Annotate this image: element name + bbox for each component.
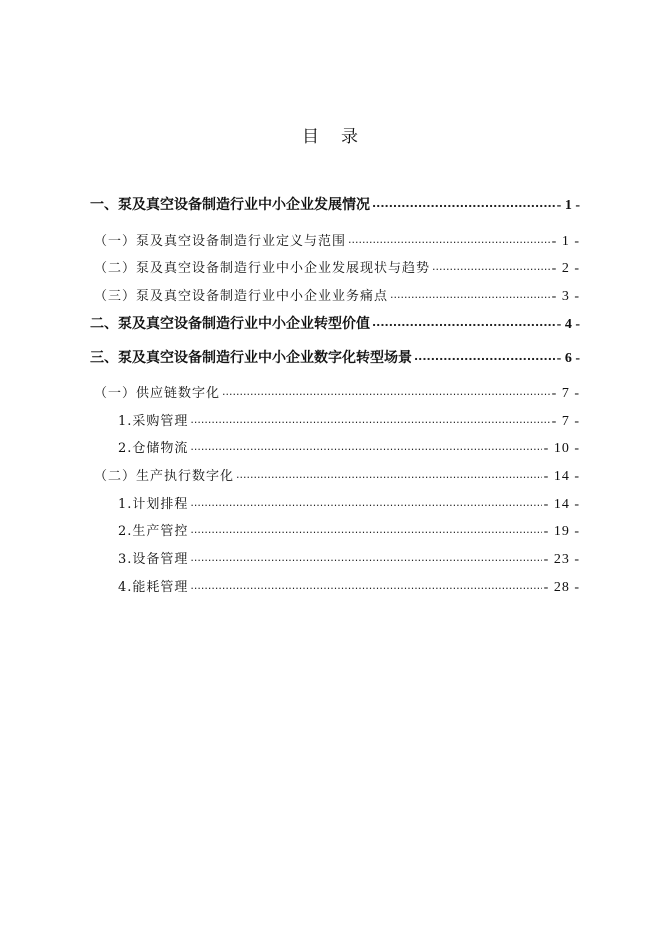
- toc-dot-leader: [372, 314, 555, 328]
- toc-dot-leader: [190, 578, 541, 591]
- toc-entry-page: - 14 -: [543, 469, 580, 484]
- toc-entry-label: 2.生产管控: [118, 524, 189, 539]
- toc-entry-section-3-2-1[interactable]: [118, 493, 580, 513]
- toc-dot-leader: [432, 259, 550, 272]
- toc-entry-section-3-2[interactable]: [94, 465, 580, 485]
- toc-entry-label: （一）供应链数字化: [94, 386, 221, 401]
- toc-dot-leader: [372, 195, 555, 209]
- toc-entry-section-3-1-2[interactable]: [118, 437, 580, 457]
- toc-entry-label: 2.仓储物流: [118, 441, 189, 456]
- toc-dot-leader: [190, 412, 549, 425]
- toc-entry-section-1-2[interactable]: [94, 257, 580, 277]
- toc-entry-page: - 19 -: [543, 524, 580, 539]
- toc-entry-section-3-1[interactable]: [94, 382, 580, 402]
- toc-entry-label: 4.能耗管理: [118, 580, 189, 595]
- toc-title: [0, 122, 662, 147]
- toc-entry-page: - 3 -: [551, 289, 580, 304]
- toc-entry-label: 一、泵及真空设备制造行业中小企业发展情况: [90, 197, 370, 213]
- toc-entry-page: - 23 -: [543, 552, 580, 567]
- toc-dot-leader: [190, 550, 541, 563]
- toc-entry-page: - 7 -: [551, 414, 580, 429]
- toc-entry-page: - 7 -: [551, 386, 580, 401]
- toc-dot-leader: [390, 287, 550, 300]
- toc-entry-section-3-2-2[interactable]: [118, 520, 580, 540]
- toc-entry-page: - 4 -: [556, 317, 580, 332]
- toc-title-char-1: 目: [302, 127, 321, 147]
- toc-entry-section-3[interactable]: [90, 347, 580, 367]
- toc-dot-leader: [222, 384, 550, 397]
- toc-dot-leader: [236, 467, 542, 480]
- toc-entry-label: 三、泵及真空设备制造行业中小企业数字化转型场景: [90, 350, 412, 366]
- toc-entry-section-3-1-1[interactable]: [118, 410, 580, 430]
- toc-dot-leader: [348, 232, 550, 245]
- toc-entry-section-3-2-3[interactable]: [118, 548, 580, 568]
- toc-entry-section-1-3[interactable]: [94, 285, 580, 305]
- toc-entry-label: 3.设备管理: [118, 552, 189, 567]
- toc-entry-label: （三）泵及真空设备制造行业中小企业业务痛点: [94, 289, 389, 304]
- toc-entry-section-2[interactable]: [90, 313, 580, 333]
- toc-dot-leader: [190, 522, 541, 535]
- toc-entry-page: - 10 -: [543, 441, 580, 456]
- toc-entry-page: - 2 -: [551, 261, 580, 276]
- toc-title-char-2: 录: [341, 127, 360, 147]
- toc-entry-section-1[interactable]: [90, 194, 580, 214]
- toc-entry-label: （二）生产执行数字化: [94, 469, 235, 484]
- toc-entry-label: 二、泵及真空设备制造行业中小企业转型价值: [90, 316, 370, 332]
- toc-dot-leader: [190, 495, 541, 508]
- toc-entry-page: - 14 -: [543, 497, 580, 512]
- toc-entry-section-1-1[interactable]: [94, 230, 580, 250]
- toc-entry-label: （二）泵及真空设备制造行业中小企业发展现状与趋势: [94, 261, 431, 276]
- toc-entry-page: - 28 -: [543, 580, 580, 595]
- toc-entry-label: （一）泵及真空设备制造行业定义与范围: [94, 234, 347, 249]
- toc-entry-section-3-2-4[interactable]: [118, 576, 580, 596]
- toc-entry-label: 1.计划排程: [118, 497, 189, 512]
- toc-entry-page: - 1 -: [556, 198, 580, 213]
- toc-entry-page: - 1 -: [551, 234, 580, 249]
- toc-entry-label: 1.采购管理: [118, 414, 189, 429]
- toc-entry-page: - 6 -: [556, 351, 580, 366]
- toc-dot-leader: [414, 348, 555, 362]
- toc-dot-leader: [190, 439, 541, 452]
